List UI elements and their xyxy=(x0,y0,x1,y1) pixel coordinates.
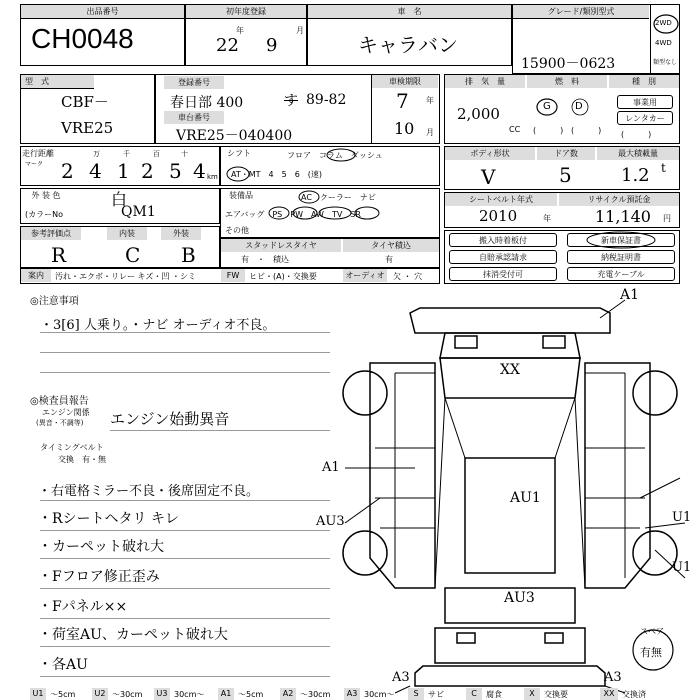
engine-label: エンジン関係 xyxy=(42,408,90,417)
grade-divider xyxy=(650,5,651,73)
wheel-rear-left xyxy=(343,531,387,575)
seatbelt-label: シートベルト年式 xyxy=(445,193,557,206)
spare-value: 有無 xyxy=(640,646,662,659)
inspector-item: ・右電格ミラー不良・後席固定不良。 xyxy=(38,484,260,499)
legend-code: A3 xyxy=(344,688,360,700)
inspector-item: ・カーペット破れ大 xyxy=(38,539,164,555)
taillight-right xyxy=(545,633,563,643)
legend-code: XX xyxy=(600,688,618,700)
doc-item: 充電ケーブル xyxy=(567,267,675,281)
inspect-month: 10 xyxy=(394,119,415,138)
grade-label: グレード/類別型式 xyxy=(513,5,649,19)
note-rule xyxy=(40,530,330,531)
load-label: 最大積載量 xyxy=(597,147,679,160)
unit-hyaku: 百 xyxy=(153,150,160,158)
shift-options-2: AT・MT 4 5 6 (速) xyxy=(231,170,323,179)
mileage-digit: 2 xyxy=(141,159,154,183)
legend-desc: 〜30cm xyxy=(112,690,143,699)
damage-mark: AU3 xyxy=(504,590,535,606)
note-rule xyxy=(110,430,330,431)
drive-none: 類型なし xyxy=(653,59,678,66)
audio-options: 欠 ・ 穴 xyxy=(393,272,423,281)
inspect-month-unit: 月 xyxy=(426,128,434,137)
seatbelt-value: 2010 xyxy=(479,207,518,225)
registration-year: 22 xyxy=(216,35,239,56)
damage-mark: XX xyxy=(500,362,520,378)
inspector-item: ・Rシートヘタリ キレ xyxy=(38,511,179,527)
mileage-label: 走行距離 xyxy=(22,149,54,158)
note-rule xyxy=(40,558,330,559)
mileage-box xyxy=(20,146,220,186)
first-registration-label: 初年度登録 xyxy=(186,5,306,19)
inspector-item: ・各AU xyxy=(38,657,88,673)
legend-desc: 交換済 xyxy=(622,690,646,699)
unit-juu: 十 xyxy=(181,150,188,158)
grade-box xyxy=(512,4,680,74)
interior-label: 内装 xyxy=(107,227,147,240)
legend-desc: 〜5cm xyxy=(50,690,76,699)
fw-label: FW xyxy=(221,269,245,282)
timing-sub: 交換 有・無 xyxy=(58,455,106,464)
equipment-circles xyxy=(221,189,441,239)
left-side-shape xyxy=(370,363,435,588)
drive-2wd: 2WD xyxy=(655,19,672,27)
legend-code: S xyxy=(408,688,424,700)
first-registration-box xyxy=(185,4,307,66)
seatbelt-recycle-box xyxy=(444,192,680,228)
shift-column-circle xyxy=(325,148,357,162)
kind-blank: ( ) xyxy=(621,130,652,139)
doc-item: 納税証明書 xyxy=(567,250,675,264)
registration-chassis-box xyxy=(155,74,440,144)
color-code-label: (カラーNo xyxy=(25,210,63,219)
mileage-digit: 4 xyxy=(89,159,102,183)
year-unit: 年 xyxy=(236,26,244,35)
legend-code: A1 xyxy=(218,688,234,700)
evaluation-value: R xyxy=(51,243,67,267)
lot-number-box xyxy=(20,4,185,66)
regnum-value: 春日部 400 xyxy=(170,95,244,111)
legend-code: A2 xyxy=(280,688,296,700)
mileage-unit: km xyxy=(207,173,218,181)
evaluation-box xyxy=(20,226,220,268)
inspect-year: 7 xyxy=(396,89,409,113)
fuel-g: G xyxy=(543,101,551,112)
mileage-sub: マーク xyxy=(25,161,44,168)
fuel-blank1: ( ) xyxy=(533,126,564,135)
registration-month: 9 xyxy=(266,35,278,56)
audio-label: オーディオ xyxy=(343,269,387,282)
kind-business: 事業用 xyxy=(617,95,673,109)
doc-item: 抹消受付可 xyxy=(449,267,557,281)
door-value: 5 xyxy=(559,163,572,187)
legend-desc: 30cm〜 xyxy=(174,690,205,699)
damage-mark: U1 xyxy=(672,560,692,575)
inspector-item: ・Fパネル×× xyxy=(38,599,128,615)
damage-mark: U1 xyxy=(672,510,692,525)
studless-label: スタッドレスタイヤ xyxy=(221,239,341,252)
legend-code: X xyxy=(524,688,540,700)
headlight-left xyxy=(455,336,477,348)
guide-box xyxy=(20,268,440,284)
front-bumper-shape xyxy=(410,308,610,333)
studless-options: 有 ・ 積込 xyxy=(241,255,289,264)
shift-at-circle xyxy=(226,165,250,183)
displacement-unit: CC xyxy=(509,125,521,134)
recycle-value: 11,140 xyxy=(595,207,651,226)
note-rule xyxy=(40,646,330,647)
doc-item: 搬入時着板付 xyxy=(449,233,557,247)
displacement-value: 2,000 xyxy=(457,105,500,123)
inspect-year-unit: 年 xyxy=(426,96,434,105)
legend-desc: 腐食 xyxy=(486,690,502,699)
spare-label: スペア xyxy=(640,627,664,636)
inspector-title: ◎検査員報告 xyxy=(30,396,89,407)
seatbelt-unit: 年 xyxy=(543,214,551,223)
lot-number-value: CH0048 xyxy=(31,23,134,54)
taillight-left xyxy=(457,633,475,643)
recycle-label: リサイクル預託金 xyxy=(559,193,679,206)
wheel-rear-right xyxy=(633,531,677,575)
inspect-label: 車検期限 xyxy=(372,75,438,88)
legend-desc: 交換要 xyxy=(544,690,568,699)
drive-selected-circle xyxy=(652,13,680,35)
color-value: 白 xyxy=(111,190,128,209)
doc-item: 新車保証書 xyxy=(567,233,675,247)
damage-mark: A1 xyxy=(620,287,640,303)
color-label: 外 装 色 xyxy=(21,189,71,202)
model-line2: VRE25 xyxy=(61,119,114,137)
unit-man: 万 xyxy=(93,150,100,158)
fw-options: ヒビ・(A)・交換要 xyxy=(249,272,317,281)
equipment-other: その他 xyxy=(225,226,249,235)
right-side-shape xyxy=(585,363,650,588)
engine-sub: (異音・不調等) xyxy=(36,419,84,427)
guide-value: 汚れ・エクボ・リレー キズ・凹 ・シミ xyxy=(55,272,196,281)
notes-line: ・3[6] 人乗り。・ナビ オーディオ不良。 xyxy=(40,318,276,333)
equipment-label: 装備品 xyxy=(221,189,289,202)
rear-bumper-shape xyxy=(415,666,605,686)
legend-code: U2 xyxy=(92,688,108,700)
load-value: 1.2 xyxy=(621,165,650,186)
car-name-value: キャラバン xyxy=(358,33,458,57)
wheel-front-right xyxy=(633,371,677,415)
recycle-unit: 円 xyxy=(663,214,671,223)
fuel-selected-circle xyxy=(535,97,559,117)
fuel-d-circle xyxy=(569,97,591,117)
color-box xyxy=(20,188,220,224)
equipment-box xyxy=(220,188,440,238)
door-label: ドア数 xyxy=(537,147,595,160)
roof-shape xyxy=(465,458,555,573)
fuel-label: 燃 料 xyxy=(527,75,607,88)
chassis-label: 車台番号 xyxy=(164,111,224,124)
shift-options-1: フロア コラム ダッシュ xyxy=(287,151,383,160)
legend-desc: 30cm〜 xyxy=(364,690,395,699)
guide-label: 案内 xyxy=(21,269,51,282)
model-box xyxy=(20,74,155,144)
unit-sen: 千 xyxy=(123,150,130,158)
damage-mark: A1 xyxy=(322,460,340,475)
model-line1: CBF－ xyxy=(61,93,109,111)
kind-label: 種 別 xyxy=(609,75,679,88)
legend-code: U1 xyxy=(30,688,46,700)
inspector-item: ・荷室AU、カーペット破れ大 xyxy=(38,627,228,643)
note-rule xyxy=(40,332,330,333)
interior-value: C xyxy=(125,243,141,267)
warranty-circle xyxy=(585,231,657,249)
timing-label: タイミングベルト xyxy=(40,443,104,452)
doc-item: 自賠承認請求 xyxy=(449,250,557,264)
damage-mark: AU1 xyxy=(510,490,541,506)
shift-label: シフト xyxy=(221,147,287,160)
legend-desc: 〜5cm xyxy=(238,690,264,699)
body-value: V xyxy=(481,165,496,189)
car-name-label: 車 名 xyxy=(308,5,511,19)
regnum-label: 登録番号 xyxy=(164,76,224,89)
legend-code: U3 xyxy=(154,688,170,700)
note-rule xyxy=(40,618,330,619)
regnum-struck: す xyxy=(284,93,298,109)
grade-value: 15900－0623 xyxy=(521,56,616,72)
damage-mark: A3 xyxy=(604,670,622,685)
mileage-digit: 1 xyxy=(117,159,130,183)
note-rule xyxy=(40,500,330,501)
equipment-row-1: AC クーラー ナビ xyxy=(301,193,376,202)
wheel-front-left xyxy=(343,371,387,415)
kind-rental: レンタカー xyxy=(617,111,673,125)
exterior-value: B xyxy=(181,243,196,267)
body-door-load-box xyxy=(444,146,680,190)
documents-box xyxy=(444,230,680,284)
displacement-fuel-box xyxy=(444,74,680,144)
shift-box xyxy=(220,146,440,186)
headlight-right xyxy=(543,336,565,348)
chassis-value: VRE25－040400 xyxy=(176,128,293,144)
body-label: ボディ形状 xyxy=(445,147,535,160)
drive-4wd: 4WD xyxy=(655,39,672,47)
legend-desc: サビ xyxy=(428,690,444,699)
tire-load-options: 有 xyxy=(385,255,393,264)
legend-code: C xyxy=(466,688,482,700)
model-label: 型 式 xyxy=(21,75,94,89)
damage-mark: AU3 xyxy=(316,514,345,529)
month-unit: 月 xyxy=(296,26,304,35)
studless-tire-box xyxy=(220,238,440,268)
mileage-digit: 2 xyxy=(61,159,74,183)
notes-title: ◎注意事項 xyxy=(30,296,79,307)
damage-legend xyxy=(30,688,700,700)
note-rule xyxy=(40,372,330,373)
equipment-row-2: エアバッグ PS PW AW TV SR xyxy=(225,210,361,219)
exterior-label: 外装 xyxy=(161,227,201,240)
lot-number-label: 出品番号 xyxy=(21,5,184,19)
displacement-label: 排 気 量 xyxy=(445,75,525,88)
damage-mark: A3 xyxy=(392,670,410,685)
load-unit: t xyxy=(661,161,666,175)
mileage-digit: 4 xyxy=(193,159,206,183)
car-name-box xyxy=(307,4,512,66)
regnum-number: 89-82 xyxy=(306,92,347,108)
legend-desc: 〜30cm xyxy=(300,690,331,699)
note-rule xyxy=(40,588,330,589)
fuel-blank2: ( ) xyxy=(571,126,602,135)
mileage-digit: 5 xyxy=(169,159,182,183)
note-rule xyxy=(40,676,330,677)
color-code: QM1 xyxy=(121,204,156,220)
engine-value: エンジン始動異音 xyxy=(110,410,230,428)
tire-load-label: タイヤ積込 xyxy=(343,239,439,252)
fuel-d: D xyxy=(575,101,583,112)
inspector-item: ・Fフロア修正歪み xyxy=(38,569,160,585)
evaluation-label: 参考評価点 xyxy=(21,227,81,240)
note-rule xyxy=(40,352,330,353)
